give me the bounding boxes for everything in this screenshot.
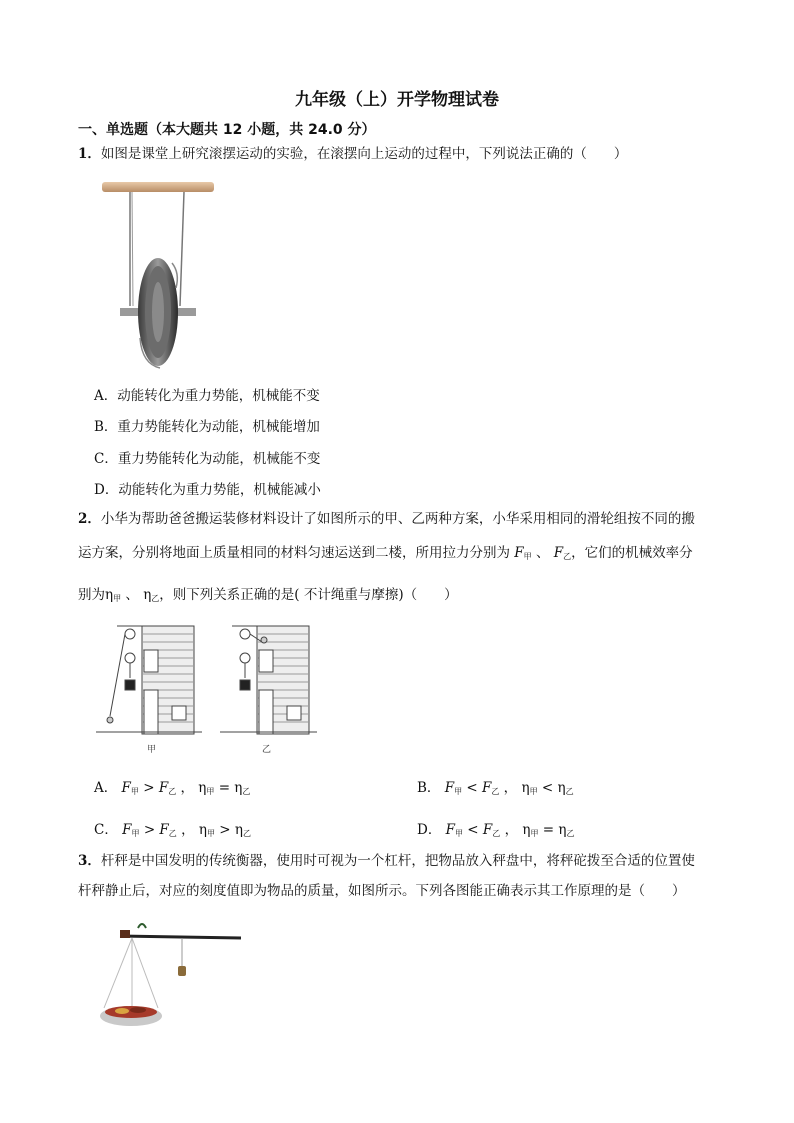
subscript: 乙 [151,594,160,603]
separator: ， [180,780,194,796]
separator: ， [504,822,519,838]
question-text: 别为 [78,587,105,603]
efficiency-symbol: η [522,822,531,838]
subscript: 甲 [206,787,215,796]
relation: > [143,780,155,796]
question-3-line2 [78,882,686,900]
force-symbol: F [482,780,492,796]
efficiency-symbol: η [521,780,530,796]
option-letter: A． [94,780,118,796]
relation: = [218,780,230,796]
force-symbol: F [482,822,493,838]
relation: = [542,822,555,838]
section-heading: 一、单选题（本大题共 12 小题，共 24.0 分） [78,122,376,138]
figure-label-yi: 乙 [262,745,272,755]
relation: > [219,822,231,838]
rolling-pendulum-figure [100,178,220,378]
relation: < [466,780,478,796]
force-symbol: F [553,545,564,561]
question-2-line2 [78,544,693,566]
question-text: ，它们的机械效率分 [571,545,693,561]
efficiency-symbol: η [105,587,114,603]
subscript: 乙 [492,829,501,838]
subscript: 甲 [523,552,532,561]
subscript: 乙 [565,787,574,796]
relation: > [143,822,156,838]
q2-option-c [94,818,251,839]
force-symbol: F [444,780,455,796]
question-2-line3 [78,586,458,608]
subscript: 甲 [530,829,539,838]
efficiency-symbol: η [557,780,566,796]
subscript: 乙 [242,787,251,796]
separator: 、 [125,587,139,603]
subscript: 乙 [168,787,177,796]
steelyard-figure [98,918,248,1033]
question-text: ，则下列关系正确的是( 不计绳重与摩擦)（ ） [159,587,458,603]
efficiency-symbol: η [198,780,207,796]
q2-option-d [417,818,574,839]
efficiency-symbol: η [143,587,152,603]
option-letter: C． [94,822,118,838]
question-text: 运方案，分别将地面上质量相同的材料匀速运送到二楼，所用拉力分别为 [78,545,510,561]
force-symbol: F [158,780,169,796]
subscript: 甲 [131,829,140,838]
question-1-stem [78,145,627,163]
question-text: 杆秤静止后，对应的刻度值即为物品的质量，如图所示。下列各图能正确表示其工作原理的是（ ） [78,883,686,899]
subscript: 甲 [113,594,122,603]
subscript: 甲 [130,787,139,796]
separator: ， [181,822,195,838]
q1-option-d: D．动能转化为重力势能，机械能减小 [94,482,321,498]
q2-option-b [417,776,574,797]
building-jia [96,626,202,734]
force-symbol: F [121,780,131,796]
q1-option-a: A．动能转化为重力势能，机械能不变 [94,388,320,404]
subscript: 乙 [563,552,572,561]
option-letter: B． [417,780,441,796]
question-number: 2． [78,511,101,527]
question-2-line1 [78,510,695,528]
force-symbol: F [514,545,524,561]
question-text: 杆秤是中国发明的传统衡器，使用时可视为一个杠杆，把物品放入秤盘中，将秤砣拨至合适的位置使 [100,853,695,869]
force-symbol: F [122,822,132,838]
question-3-line1 [78,852,695,870]
q1-option-c: C．重力势能转化为动能，机械能不变 [94,451,321,467]
relation: < [541,780,554,796]
efficiency-symbol: η [234,822,243,838]
subscript: 乙 [168,829,177,838]
building-yi [220,626,317,734]
force-symbol: F [445,822,455,838]
subscript: 甲 [454,787,463,796]
separator: ， [503,780,518,796]
question-text: 小华为帮助爸爸搬运装修材料设计了如图所示的甲、乙两种方案，小华采用相同的滑轮组按不同的搬 [100,511,695,527]
subscript: 乙 [242,829,251,838]
option-letter: D． [417,822,442,838]
separator: 、 [535,545,550,561]
efficiency-symbol: η [198,822,207,838]
question-text: 如图是课堂上研究滚摆运动的实验，在滚摆向上运动的过程中，下列说法正确的（ ） [100,146,628,162]
question-number: 1． [78,146,101,162]
figure-label-jia: 甲 [147,745,157,755]
efficiency-symbol: η [558,822,567,838]
q1-option-b: B．重力势能转化为动能，机械能增加 [94,419,320,435]
force-symbol: F [159,822,169,838]
relation: < [467,822,479,838]
q2-option-a [94,776,250,797]
subscript: 甲 [206,829,215,838]
subscript: 甲 [455,829,463,838]
pulley-scheme-figure [92,620,322,756]
question-number: 3． [78,853,101,869]
efficiency-symbol: η [234,780,243,796]
subscript: 甲 [529,787,538,796]
subscript: 乙 [491,787,500,796]
page-title: 九年级（上）开学物理试卷 [295,90,499,110]
subscript: 乙 [566,829,575,838]
